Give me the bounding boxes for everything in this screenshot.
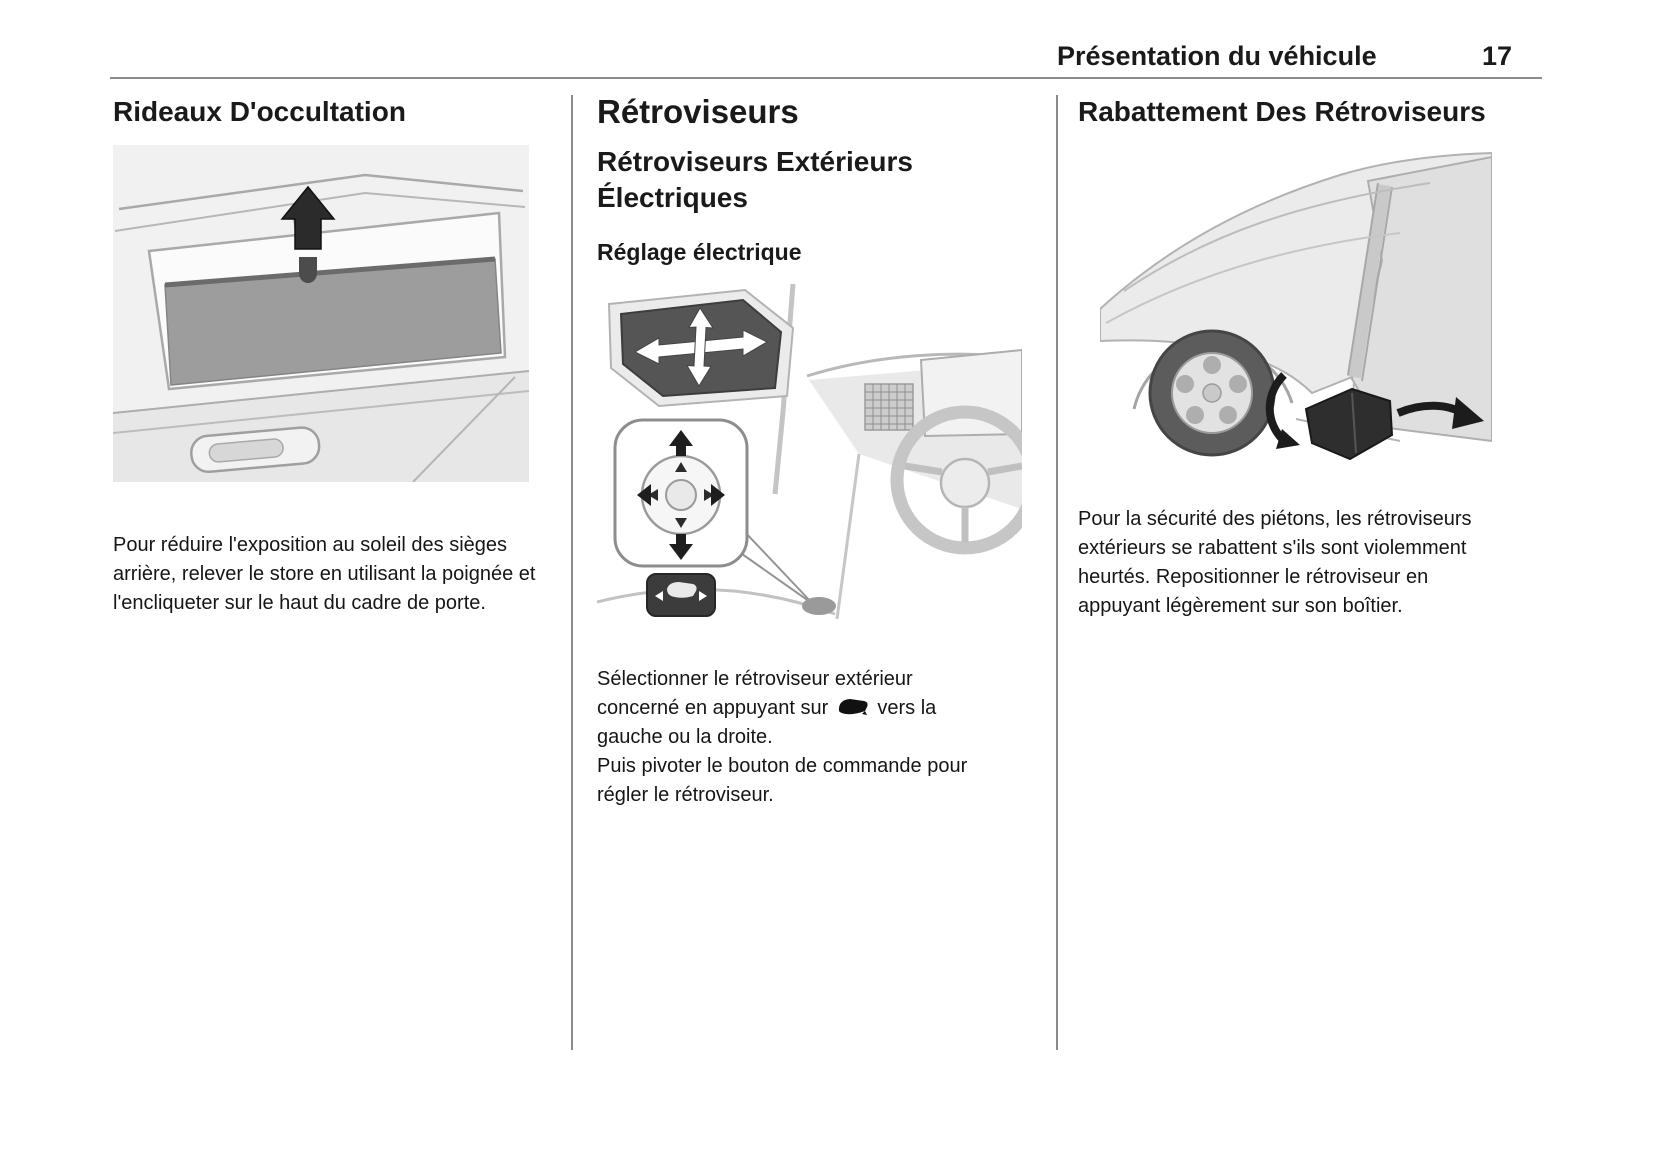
dash-vent: [865, 384, 913, 430]
mirror-folding-figure: [1100, 141, 1492, 461]
section-heading-mirrors: Rétroviseurs: [597, 93, 799, 130]
folding-mirror: [1306, 389, 1392, 459]
subheading-electric-mirrors: Rétroviseurs Extérieurs Électriques: [597, 146, 913, 213]
blind-handle: [299, 257, 317, 283]
mirrors-body-before: Sélectionner le rétroviseur extérieur concerné en appuyant sur: [597, 668, 913, 719]
mirror-select-icon: [836, 695, 870, 717]
header-rule: [110, 77, 1542, 79]
sun-blinds-body: Pour réduire l'exposition au soleil des sièges arrière, relever le store en utilisant la poignée et l'encliqueter sur le haut du cadre de porte.: [113, 534, 536, 614]
column-sun-blinds: [113, 95, 555, 618]
section-heading-mirror-folding: Rabattement Des Rétroviseurs: [1078, 96, 1486, 127]
exterior-mirror: [609, 290, 793, 406]
column-mirrors: [597, 92, 1027, 810]
mirror-control-callout: [615, 420, 813, 604]
mirrors-body-after: vers la gauche ou la droite.: [597, 697, 937, 748]
page-title: Présentation du véhicule: [1057, 41, 1377, 71]
mirrors-body: [597, 665, 994, 752]
sun-blind-figure: [113, 145, 529, 482]
column-mirror-folding: [1078, 95, 1518, 621]
section-heading-sun-blinds: Rideaux D'occultation: [113, 96, 406, 127]
page-number: 17: [1482, 41, 1513, 71]
mirror-select-switch: [647, 574, 715, 616]
mirror-folding-body: Pour la sécurité des piétons, les rétroviseurs extérieurs se rabattent s'ils sont violemment heurtés. Repositionner le rétroviseur en appuyant légèrement sur son boîtier.: [1078, 508, 1472, 617]
kicker-electric-adjustment: Réglage électrique: [597, 239, 802, 265]
door-switch-location: [802, 597, 836, 615]
front-wheel: [1150, 331, 1274, 455]
mirrors-body-2: Puis pivoter le bouton de commande pour régler le rétroviseur.: [597, 755, 968, 806]
column-divider-left: [571, 95, 573, 1050]
mirror-adjustment-figure: [597, 284, 1022, 619]
column-divider-right: [1056, 95, 1058, 1050]
